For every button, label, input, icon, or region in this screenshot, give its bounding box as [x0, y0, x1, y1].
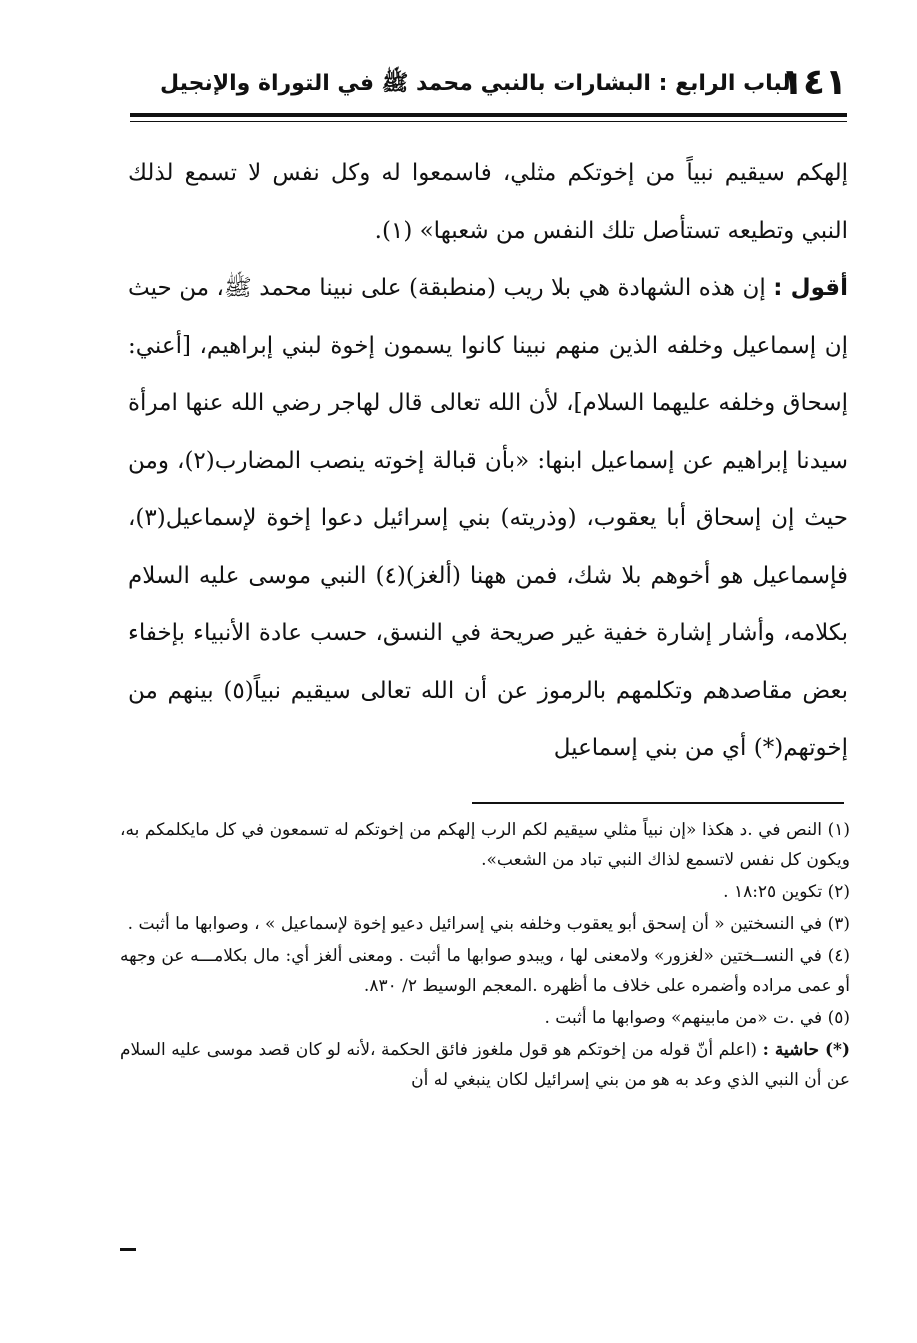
paragraph-1: إلهكم سيقيم نبياً من إخوتكم مثلي، فاسمعوا له وكل نفس لا تسمع لذلك النبي وتطيعه تستأصل تلك النفس من شعبها» (١). — [128, 160, 848, 244]
footnotes — [120, 815, 850, 1097]
lead-word: أقول : — [773, 275, 849, 301]
footnote-2: (٢) تكوين ١٨:٢٥ . — [723, 882, 850, 902]
paragraph-2-text: إن هذه الشهادة هي بلا ريب (منطبقة) على نبينا محمد ﷺ، من حيث إن إسماعيل وخلفه الذين منهم نبينا كانوا يسمون إخوة لبني إبراهيم، [أعني: إسحاق وخلفه عليهما السلام]، لأن الله تعالى قال لهاجر رضي الله عنها امرأة سيدنا إبراهيم عن إسماعيل ابنها: «بأن قبالة إخوته ينصب المضارب(٢)، ومن حيث إن إسحاق أبا يعقوب، (وذريته) بني إسرائيل دعوا إخوة لإسماعيل(٣)، فإسماعيل هو أخوهم بلا شك، فمن ههنا (ألغز)(٤) النبي موسى عليه السلام بكلامه، وأشار إشارة خفية غير صريحة في النسق، حسب عادة الأنبياء بإخفاء بعض مقاصدهم وتكلمهم بالرموز عن أن الله تعالى سيقيم نبياً(٥) بينهم من إخوتهم(*) أي من بني إسماعيل — [128, 275, 848, 761]
continuation-mark — [120, 1248, 136, 1251]
footnote-star-label: (*) حاشية : — [762, 1040, 850, 1060]
running-title: الباب الرابع : البشارات بالنبي محمد ﷺ في التوراة والإنجيل — [160, 71, 799, 96]
header-rule-thin — [130, 121, 847, 122]
footnote-5: (٥) في .ت «من مابينهم» وصوابها ما أثبت . — [544, 1008, 850, 1028]
footnote-4: (٤) في النســختين «لغزور» ولامعنى لها ، ويبدو صوابها ما أثبت . ومعنى ألغز أي: مال بكلامـــه عن وجهه أو عمى مراده وأضمره على خلاف ما أظهره .المعجم الوسيط ٢/ ٨٣٠. — [120, 946, 850, 996]
page-number: ١٤١ — [781, 62, 847, 103]
footnote-3: (٣) في النسختين « أن إسحق أبو يعقوب وخلفه بني إسرائيل دعيو إخوة لإسماعيل » ، وصوابها ما أثبت . — [127, 914, 850, 934]
page-header — [130, 58, 847, 108]
header-rule-thick — [130, 113, 847, 117]
main-text — [128, 145, 848, 778]
footnote-star-text: (اعلم أنّ قوله من إخوتكم هو قول ملغوز فائق الحكمة ،لأنه لو كان قصد موسى عليه السلام عن أن النبي الذي وعد به هو من بني إسرائيل لكان ينبغي له أن — [120, 1040, 850, 1090]
footnote-separator — [472, 802, 844, 804]
footnote-star — [120, 1035, 850, 1095]
paragraph-2 — [128, 260, 848, 778]
footnote-1: (١) النص في .د هكذا «إن نبياً مثلي سيقيم لكم الرب إلهكم من إخوتكم له تسمعون في كل مايكلمكم به، ويكون كل نفس لاتسمع لذاك النبي تباد من الشعب». — [120, 820, 850, 870]
